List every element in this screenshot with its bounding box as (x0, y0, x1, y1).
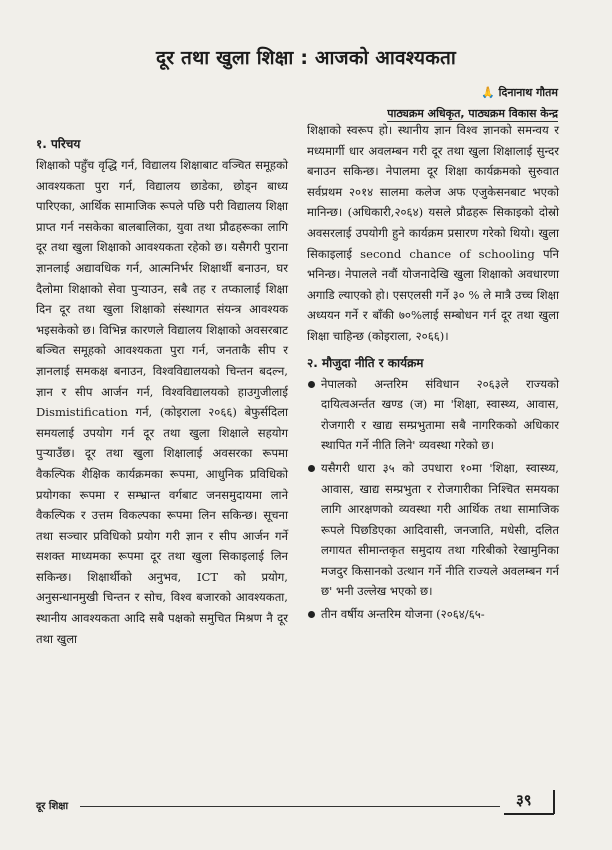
list-item: तीन वर्षीय अन्तरिम योजना (२०६४/६५- (307, 604, 559, 625)
page-number: ३९ (516, 791, 532, 809)
author-block (387, 82, 558, 124)
section-heading-introduction: १. परिचय (36, 137, 81, 151)
page-number-corner-rule (553, 790, 555, 814)
author-affiliation: पाठ्यक्रम अधिकृत, पाठ्यक्रम विकास केन्द्र (387, 107, 558, 120)
article-title: दूर तथा खुला शिक्षा : आजको आवश्यकता (155, 47, 457, 69)
list-item: नेपालको अन्तरिम संविधान २०६३ले राज्यको दायित्वअर्न्तत खण्ड (ज) मा 'शिक्षा, स्वास्थ्य, आवास, रोजगारी र खाद्य सम्प्रभुतामा सबै नागरिकको अधिकार स्थापित गर्ने नीति लिने' व्यवस्था गरेको छ। (307, 374, 559, 456)
introduction-continued-paragraph: शिक्षाको स्वरूप हो। स्थानीय ज्ञान विश्व ज्ञानको समन्वय र मध्यमार्गी धार अवलम्बन गरी दूर तथा खुला शिक्षालाई सुन्दर बनाउन सकिन्छ। नेपालमा दूर शिक्षा कार्यक्रमको सुरुवात सर्वप्रथम २०१४ सालमा कलेज अफ एजुकेसनबाट भएको मानिन्छ। (अधिकारी,२०६४) यसले प्रौढहरू सिकाइको दोस्रो अवसरलाई उपयोगी हुने कार्यक्रम प्रसारण गरेको थियो। खुला सिकाइलाई second chance of schooling पनि भनिन्छ। नेपालले नवौं योजनादेखि खुला शिक्षाको अवधारणा अगाडि ल्याएको हो। एसएलसी गर्ने ३० % ले मात्रै उच्च शिक्षा अध्ययन गर्ने र बाँकी ७०%लाई सम्बोधन गर्न दूर तथा खुला शिक्षा चाहिन्छ (कोइराला, २०६६)। (307, 123, 559, 343)
footer-journal-label: दूर शिक्षा (36, 801, 69, 812)
footer-rule (80, 806, 500, 807)
list-item: यसैगरी धारा ३५ को उपधारा १०मा 'शिक्षा, स्वास्थ्य, आवास, खाद्य सम्प्रभुता र रोजगारीका निश्चित समयका लागि आरक्षणको व्यवस्था गरी आर्थिक तथा सामाजिक रूपले पिछडिएका आदिवासी, जनजाति, मधेसी, दलित लगायत सीमान्तकृत समुदाय तथा गरिबीको रेखामुनिका मजदुर किसानको उत्थान गर्ने नीति राज्यले अवलम्बन गर्न छ' भनी उल्लेख भएको छ। (307, 458, 559, 602)
author-name: 🙏 दिनानाथ गौतम (481, 86, 558, 99)
section-heading-policies: २. मौजुदा नीति र कार्यक्रम (307, 355, 424, 370)
policy-bullet-list (307, 374, 559, 625)
introduction-paragraph: शिक्षाको पहुँच वृद्धि गर्न, विद्यालय शिक्षाबाट वञ्चित समूहको आवश्यकता पुरा गर्न, विद्यालय छाडेका, छोड्न बाध्य पारिएका, आर्थिक सामाजिक रूपले पछि परी विद्यालय शिक्षा प्राप्त गर्न नसकेका बालबालिका, युवा तथा प्रौढहरूका लागि दूर तथा खुला शिक्षाको आवश्यकता रहेको छ। यसैगरी पुराना ज्ञानलाई अद्यावधिक गर्न, आत्मनिर्भर शिक्षार्थी बनाउन, घर दैलोमा शिक्षाको सेवा पुऱ्याउन, सबै तह र तप्कालाई शिक्षा दिन दूर तथा खुला शिक्षाको संस्थागत संयन्त्र आवश्यक भइसकेको छ। विभिन्न कारणले विद्यालय शिक्षाको अवसरबाट बञ्चित समूहको आवश्यकता पुरा गर्न, जनताकै सीप र ज्ञानलाई समकक्ष बनाउन, विश्वविद्यालयको चिन्तन बदल्न, ज्ञान र सीप आर्जन गर्न, विश्वविद्यालयको हाउगुजीलाई Dismistification गर्न, (कोइराला २०६६) बेफुर्सदिला समयलाई उपयोग गर्न दूर तथा खुला शिक्षाले सहयोग पुऱ्याउँछ। दूर तथा खुला शिक्षालाई अवसरका रूपमा वैकल्पिक शैक्षिक कार्यक्रमका रूपमा, आधुनिक प्रविधिको प्रयोगका रूपमा र सम्भ्रान्त वर्गबाट जनसमुदायमा लाने वैकल्पिक र उत्तम विकल्पका रूपमा लिन सकिन्छ। सूचना तथा सञ्चार प्रविधिको प्रयोग गरी ज्ञान र सीप आर्जन गर्ने सशक्त माध्यमका रूपमा दूर तथा खुला सिकाइलाई लिन सकिन्छ। शिक्षार्थीको अनुभव, ICT को प्रयोग, अनुसन्धानमुखी चिन्तन र सोच, विश्व बजारको आवश्यकता, स्थानीय आवश्यकता आदि सबै पक्षको समुचित मिश्रण नै दूर तथा खुला (36, 158, 288, 646)
page-number-underline (504, 813, 554, 815)
right-column (307, 120, 559, 627)
left-column (36, 134, 288, 649)
